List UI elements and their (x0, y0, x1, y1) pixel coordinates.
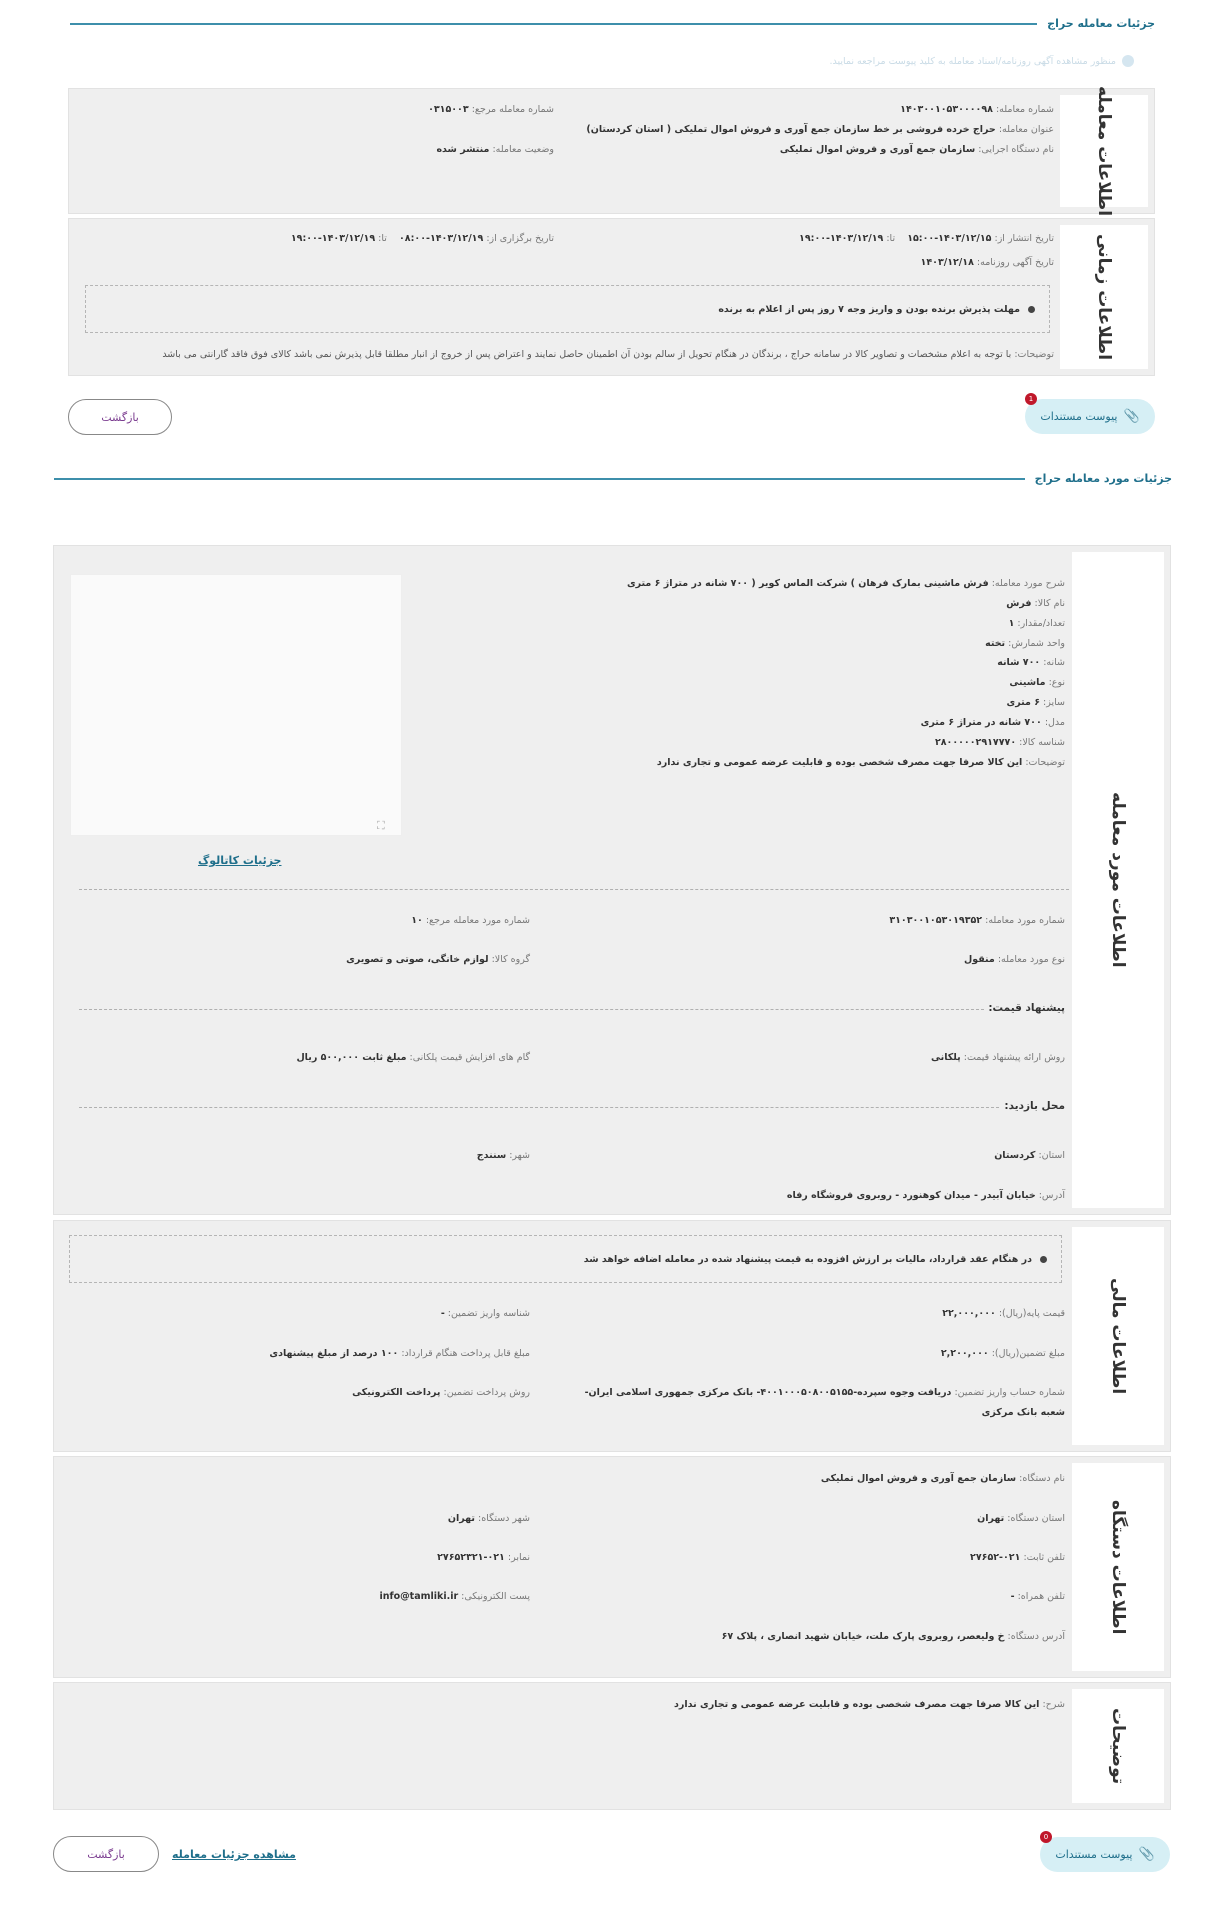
executing-agency: نام دستگاه اجرایی: سازمان جمع آوری و فروش اموال تملیکی (779, 144, 1054, 155)
deal-info-title: اطلاعات معامله (1094, 85, 1114, 217)
back-button[interactable]: بازگشت (53, 1836, 159, 1872)
guarantee-pay-method: روش پرداخت تضمین: پرداخت الکترونیکی (352, 1387, 530, 1398)
view-deal-details-link[interactable]: مشاهده جزئیات معامله (172, 1848, 296, 1861)
agency-city: شهر دستگاه: تهران (447, 1513, 530, 1524)
financial-info-title: اطلاعات مالی (1108, 1277, 1128, 1395)
agency-info-panel (53, 1456, 1171, 1678)
divider (79, 889, 1069, 890)
deal-number: شماره معامله: ۱۴۰۳۰۰۱۰۵۳۰۰۰۰۹۸ (900, 104, 1054, 115)
financial-info-side (1072, 1227, 1164, 1445)
bullet-icon (1028, 306, 1035, 313)
divider (79, 1009, 984, 1010)
deal-status: وضعیت معامله: منتشر شده (436, 144, 554, 155)
item-detail-row: توضیحات: این کالا صرفا جهت مصرف شخصی بوده و قابلیت عرضه عمومی و تجاری ندارد (656, 757, 1065, 768)
time-description: توضیحات: با توجه به اعلام مشخصات و تصاویر کالا در سامانه حراج ، برندگان در هنگام تحویل از سالم بودن آن اطمینان حاصل نمایند و اعتراض پس از خروج از انبار مطلقا قابل پذیرش نمی باشد کالای فوق فاقد گارانتی می باشد (162, 349, 1054, 360)
attach-count-badge: 1 (1025, 393, 1037, 405)
item-detail-row: شانه: ۷۰۰ شانه (997, 657, 1065, 668)
item-detail-row: نام کالا: فرش (1006, 598, 1065, 609)
item-detail-row: تعداد/مقدار: ۱ (1008, 618, 1065, 629)
visit-location-heading: محل بازدید: (1004, 1100, 1065, 1112)
offer-method: روش ارائه پیشنهاد قیمت: پلکانی (931, 1052, 1065, 1063)
bullet-icon (1040, 1256, 1047, 1263)
item-detail-row: واحد شمارش: تخته (985, 638, 1065, 649)
info-icon (1122, 55, 1134, 67)
time-info-side (1060, 225, 1148, 369)
catalog-details-link[interactable]: جزئیات کاتالوگ (198, 854, 282, 867)
deal-info-side (1060, 85, 1148, 217)
item-detail-row: سایز: ۶ متری (1006, 697, 1065, 708)
guarantee-id: شناسه واریز تضمین: - (440, 1308, 530, 1319)
attach-documents-button[interactable]: 📎 پیوست مستندات (1040, 1837, 1170, 1872)
paperclip-icon: 📎 (1123, 409, 1140, 424)
guarantee-account: شماره حساب واریز تضمین: دریافت وجوه سپرده-۴۰۰۱۰۰۰۵۰۸۰۰۵۱۵۵- بانک مرکزی جمهوری اسلامی ایران- (584, 1387, 1065, 1398)
base-price: قیمت پایه(ریال): ۲۲,۰۰۰,۰۰۰ (942, 1308, 1065, 1319)
price-offer-heading: پیشنهاد قیمت: (988, 1002, 1065, 1014)
visit-city: شهر: سنندج (476, 1150, 530, 1161)
agency-info-title: اطلاعات دستگاه (1108, 1499, 1128, 1635)
item-type: نوع مورد معامله: منقول (964, 954, 1065, 965)
agency-phone: تلفن ثابت: ۰۲۱-۲۷۶۵۲ (970, 1552, 1065, 1563)
winner-deadline-notice: مهلت پذیرش برنده بودن و واریز وجه ۷ روز پس از اعلام به برنده (85, 285, 1050, 333)
expand-icon[interactable]: ⛶ (377, 819, 385, 832)
financial-info-panel (53, 1220, 1171, 1452)
auction-details-header (70, 17, 1155, 30)
item-info-panel (53, 545, 1171, 1215)
auction-details-title: جزئیات معامله حراج (1047, 17, 1155, 30)
time-info-title: اطلاعات زمانی (1094, 233, 1114, 361)
agency-fax: نمابر: ۰۲۱-۲۷۶۵۲۳۲۱ (437, 1552, 530, 1563)
agency-name: نام دستگاه: سازمان جمع آوری و فروش اموال تملیکی (820, 1473, 1065, 1484)
item-detail-row: شرح مورد معامله: فرش ماشینی بمارک فرهان ) شرکت الماس کویر ( ۷۰۰ شانه در متراژ ۶ متری (626, 578, 1065, 589)
item-detail-row: شناسه کالا: ۲۸۰۰۰۰۰۲۹۱۷۷۷۰ (934, 737, 1065, 748)
hold-date: تاریخ برگزاری از: ۱۴۰۳/۱۲/۱۹-۰۸:۰۰ تا: ۱۴۰۳/۱۲/۱۹-۱۹:۰۰ (290, 233, 554, 244)
payable-amount: مبلغ قابل پرداخت هنگام قرارداد: ۱۰۰ درصد از مبلغ پیشنهادی (269, 1348, 530, 1359)
faded-notice: منظور مشاهده آگهی روزنامه/اسناد معامله به کلید پیوست مراجعه نمایید. (829, 55, 1134, 67)
agency-mobile: تلفن همراه: - (1010, 1591, 1065, 1602)
agency-info-side (1072, 1463, 1164, 1671)
agency-address: آدرس دستگاه: خ ولیعصر، روبروی پارک ملت، خیابان شهید انصاری ، پلاک ۶۷ (721, 1631, 1065, 1642)
attach-documents-button[interactable]: 📎 پیوست مستندات (1025, 399, 1155, 434)
guarantee-amount: مبلغ تضمین(ریال): ۲,۲۰۰,۰۰۰ (940, 1348, 1065, 1359)
visit-province: استان: کردستان (994, 1150, 1065, 1161)
deal-title: عنوان معامله: حراج خرده فروشی بر خط سازمان جمع آوری و فروش اموال تملیکی ( استان کردستان) (586, 124, 1054, 135)
divider (79, 1107, 999, 1108)
item-image (70, 574, 402, 836)
price-step: گام های افزایش قیمت پلکانی: مبلغ ثابت ۵۰۰,۰۰۰ ریال (296, 1052, 530, 1063)
deal-info-panel (68, 85, 1155, 217)
attach-count-badge: 0 (1040, 1831, 1052, 1843)
description-side (1072, 1689, 1164, 1803)
vat-notice: در هنگام عقد قرارداد، مالیات بر ارزش افزوده به قیمت پیشنهاد شده در معامله اضافه خواهد شد (69, 1235, 1062, 1283)
guarantee-account-line2: شعبه بانک مرکزی (981, 1407, 1065, 1418)
description-title: توضیحات (1108, 1707, 1128, 1785)
header-divider (70, 23, 1037, 25)
item-details-header (54, 472, 1172, 485)
paperclip-icon: 📎 (1138, 1847, 1155, 1862)
agency-email: پست الکترونیکی: info@tamliki.ir (379, 1591, 530, 1602)
goods-group: گروه کالا: لوازم خانگی، صوتی و تصویری (346, 954, 530, 965)
item-number: شماره مورد معامله: ۳۱۰۳۰۰۱۰۵۳۰۱۹۳۵۲ (889, 915, 1065, 926)
visit-address: آدرس: خیابان آبیدر - میدان کوهنورد - روبروی فروشگاه رفاه (786, 1190, 1065, 1201)
item-detail-row: مدل: ۷۰۰ شانه در متراژ ۶ متری (920, 717, 1065, 728)
item-details-title: جزئیات مورد معامله حراج (1034, 472, 1172, 485)
item-info-side (1072, 552, 1164, 1208)
ref-number: شماره معامله مرجع: ۰۳۱۵۰۰۳ (428, 104, 554, 115)
agency-province: استان دستگاه: تهران (977, 1513, 1065, 1524)
description-text: شرح: این کالا صرفا جهت مصرف شخصی بوده و قابلیت عرضه عمومی و تجاری ندارد (674, 1699, 1065, 1710)
header-divider (54, 478, 1025, 480)
time-info-panel (68, 218, 1155, 376)
publish-date: تاریخ انتشار از: ۱۴۰۳/۱۲/۱۵-۱۵:۰۰ تا: ۱۴۰۳/۱۲/۱۹-۱۹:۰۰ (799, 233, 1054, 244)
description-panel (53, 1682, 1171, 1810)
item-ref-number: شماره مورد معامله مرجع: ۱۰ (411, 915, 530, 926)
item-info-title: اطلاعات مورد معامله (1108, 792, 1128, 968)
newspaper-date: تاریخ آگهی روزنامه: ۱۴۰۳/۱۲/۱۸ (920, 257, 1054, 268)
item-detail-row: نوع: ماشینی (1009, 677, 1065, 688)
back-button[interactable]: بازگشت (68, 399, 172, 435)
